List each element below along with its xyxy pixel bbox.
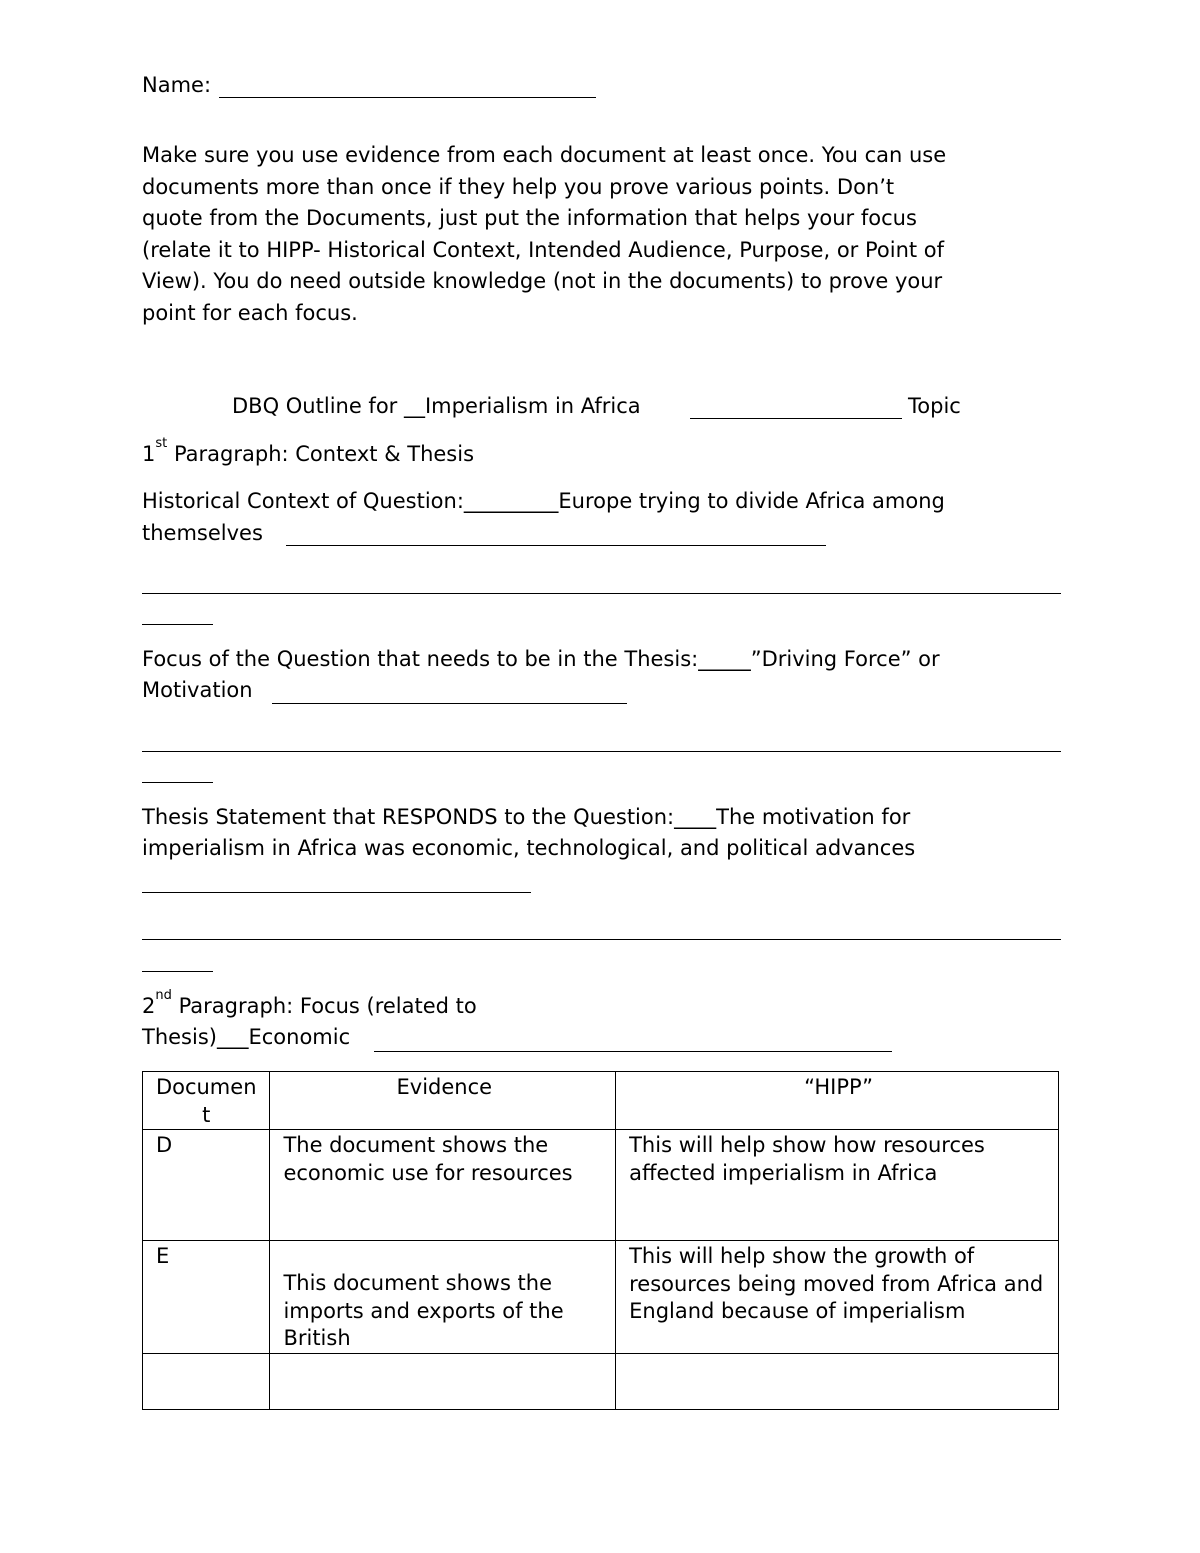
table-header-row xyxy=(143,1072,1059,1130)
historical-context-blank[interactable] xyxy=(286,545,826,546)
paragraph-2-line2: Thesis)___Economic xyxy=(142,1025,351,1049)
table-row xyxy=(143,1241,1059,1354)
name-blank[interactable] xyxy=(219,97,596,98)
paragraph-2-focus-blank[interactable] xyxy=(374,1051,892,1052)
cell-document[interactable]: E xyxy=(143,1241,270,1354)
header-evidence: Evidence xyxy=(270,1072,616,1130)
cell-document[interactable] xyxy=(143,1353,270,1409)
historical-context-label: Historical Context of Question:_________Europe trying to divide Africa among xyxy=(142,489,945,513)
paragraph-2-number: 2 xyxy=(142,994,156,1018)
paragraph-1-heading xyxy=(142,436,475,471)
paragraph-1-label: Paragraph: Context & Thesis xyxy=(173,442,475,466)
topic-blank[interactable] xyxy=(690,418,902,419)
thesis-answer-line[interactable] xyxy=(142,939,1061,940)
thesis-blank[interactable] xyxy=(142,892,531,893)
cell-hipp[interactable]: This will help show the growth of resources being moved from Africa and England because of imperialism xyxy=(616,1241,1059,1354)
focus-answer-line[interactable] xyxy=(142,751,1061,752)
table-row xyxy=(143,1353,1059,1409)
evidence-table xyxy=(142,1071,1059,1410)
header-document: Documen t xyxy=(143,1072,270,1130)
name-label: Name: xyxy=(142,73,212,97)
historical-context-line2: themselves xyxy=(142,521,263,545)
instruction-line: View). You do need outside knowledge (not in the documents) to prove your xyxy=(142,269,943,293)
instruction-line: (relate it to HIPP- Historical Context, Intended Audience, Purpose, or Point of xyxy=(142,237,945,262)
focus-answer-line-end[interactable] xyxy=(142,782,213,783)
cell-document[interactable]: D xyxy=(143,1130,270,1241)
paragraph-1-ordinal: st xyxy=(155,436,168,451)
focus-blank[interactable] xyxy=(272,703,627,704)
table-row xyxy=(143,1130,1059,1241)
header-hipp: “HIPP” xyxy=(616,1072,1059,1130)
focus-line2: Motivation xyxy=(142,678,253,702)
paragraph-2-ordinal: nd xyxy=(155,988,172,1003)
cell-hipp[interactable] xyxy=(616,1353,1059,1409)
instructions xyxy=(142,140,946,329)
paragraph-2-heading xyxy=(142,988,477,1023)
thesis-line2: imperialism in Africa was economic, technological, and political advances xyxy=(142,836,916,860)
instruction-line: point for each focus. xyxy=(142,300,358,325)
paragraph-2-line1: Paragraph: Focus (related to xyxy=(178,994,477,1018)
instruction-line: documents more than once if they help you prove various points. Don’t xyxy=(142,174,895,199)
outline-title-suffix: Topic xyxy=(908,394,961,418)
thesis-answer-line-end[interactable] xyxy=(142,971,213,972)
historical-context-answer-line[interactable] xyxy=(142,593,1061,594)
cell-evidence[interactable] xyxy=(270,1353,616,1409)
focus-label: Focus of the Question that needs to be in the Thesis:_____”Driving Force” or xyxy=(142,647,940,671)
instruction-line: Make sure you use evidence from each document at least once. You can use xyxy=(142,143,947,167)
cell-evidence[interactable]: The document shows the economic use for resources xyxy=(270,1130,616,1241)
historical-context-answer-line-end[interactable] xyxy=(142,624,213,625)
cell-evidence[interactable]: This document shows the imports and exports of the British xyxy=(270,1241,616,1354)
paragraph-1-number: 1 xyxy=(142,442,156,466)
outline-title-prefix: DBQ Outline for __Imperialism in Africa xyxy=(232,394,641,418)
cell-hipp[interactable]: This will help show how resources affected imperialism in Africa xyxy=(616,1130,1059,1241)
instruction-line: quote from the Documents, just put the information that helps your focus xyxy=(142,206,917,230)
thesis-label: Thesis Statement that RESPONDS to the Question:____The motivation for xyxy=(142,805,911,829)
